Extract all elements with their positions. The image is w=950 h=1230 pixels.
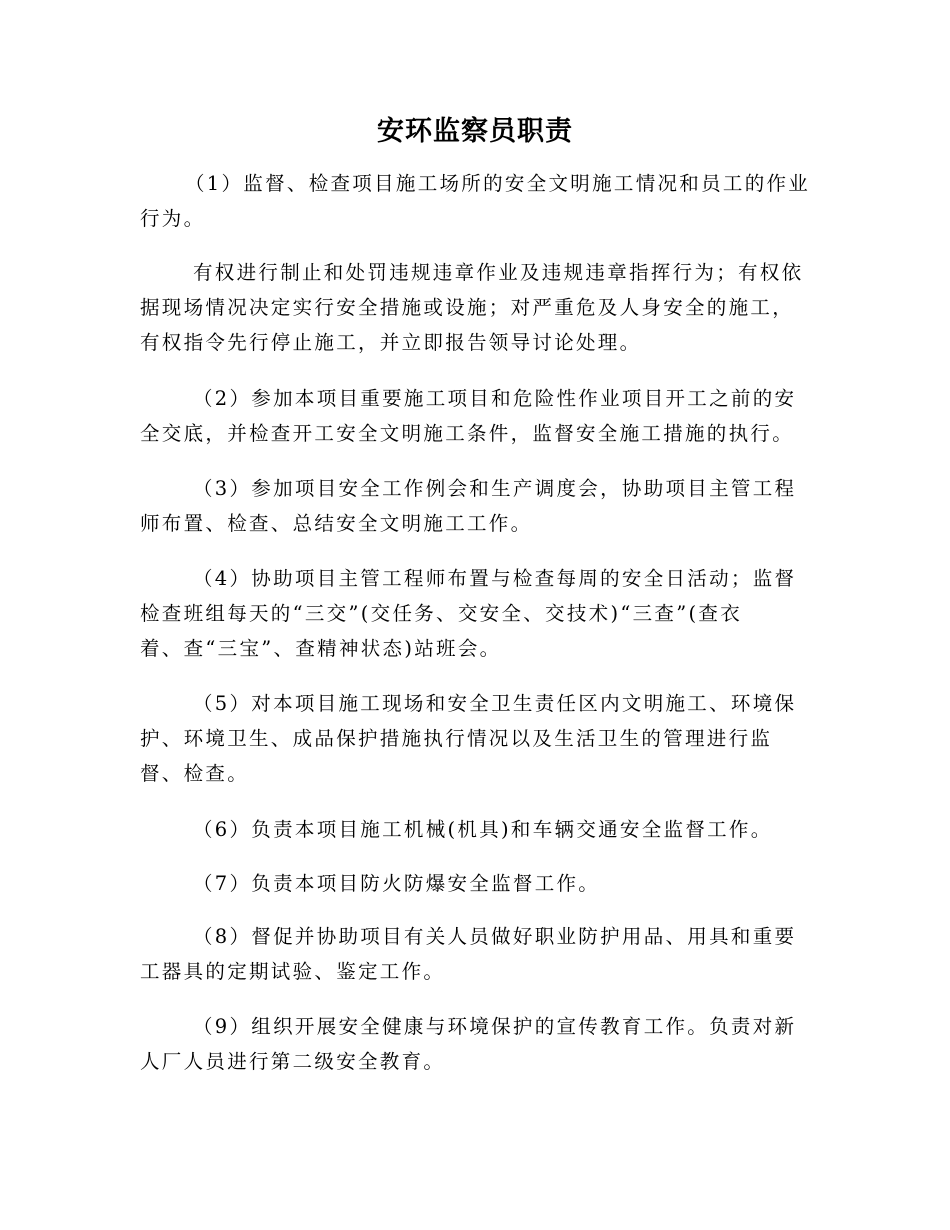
paragraph-line: 行为。 (140, 207, 206, 230)
paragraph-line: 着、查“三宝”、查精神状态)站班会。 (140, 637, 502, 660)
paragraph-line: 有权进行制止和处罚违规违章作业及违规违章指挥行为；有权依 (193, 261, 804, 284)
paragraph-line: 人厂人员进行第二级安全教育。 (140, 1050, 446, 1073)
paragraph-line: （7）负责本项目防火防爆安全监督工作。 (193, 872, 601, 895)
paragraph-line: （4）协助项目主管工程师布置与检查每周的安全日活动；监督 (193, 567, 797, 590)
paragraph-line: （3）参加项目安全工作例会和生产调度会，协助项目主管工程 (193, 477, 797, 500)
paragraph-6 (140, 686, 812, 791)
paragraph-line: 全交底，并检查开工安全文明施工条件，监督安全施工措施的执行。 (140, 422, 795, 445)
paragraph-line: （8）督促并协助项目有关人员做好职业防护用品、用具和重要 (193, 925, 797, 948)
paragraph-3 (140, 381, 812, 451)
paragraph-line: （5）对本项目施工现场和安全卫生责任区内文明施工、环境保 (193, 692, 797, 715)
paragraph-line: 检查班组每天的“三交”(交任务、交安全、交技术)“三查”(查衣 (140, 602, 742, 625)
paragraph-line: （2）参加本项目重要施工项目和危险性作业项目开工之前的安 (193, 387, 797, 410)
paragraph-line: 据现场情况决定实行安全措施或设施；对严重危及人身安全的施工， (140, 296, 795, 319)
paragraph-line: （6）负责本项目施工机械(机具)和车辆交通安全监督工作。 (193, 818, 773, 841)
paragraph-10 (140, 1009, 812, 1079)
paragraph-1 (140, 166, 812, 236)
paragraph-2 (140, 255, 812, 360)
paragraph-9 (140, 919, 812, 989)
paragraph-line: 督、检查。 (140, 762, 250, 785)
paragraph-line: （9）组织开展安全健康与环境保护的宣传教育工作。负责对新 (193, 1015, 797, 1038)
paragraph-8 (140, 866, 812, 901)
paragraph-line: 工器具的定期试验、鉴定工作。 (140, 960, 446, 983)
paragraph-4 (140, 471, 812, 541)
paragraph-line: 有权指令先行停止施工，并立即报告领导讨论处理。 (140, 331, 642, 354)
paragraph-7 (140, 812, 812, 847)
paragraph-line: （1）监督、检查项目施工场所的安全文明施工情况和员工的作业 (185, 172, 811, 195)
paragraph-line: 师布置、检查、总结安全文明施工工作。 (140, 512, 533, 535)
paragraph-line: 护、环境卫生、成品保护措施执行情况以及生活卫生的管理进行监 (140, 727, 773, 750)
document-title: 安环监察员职责 (377, 116, 573, 147)
paragraph-5 (140, 561, 812, 666)
